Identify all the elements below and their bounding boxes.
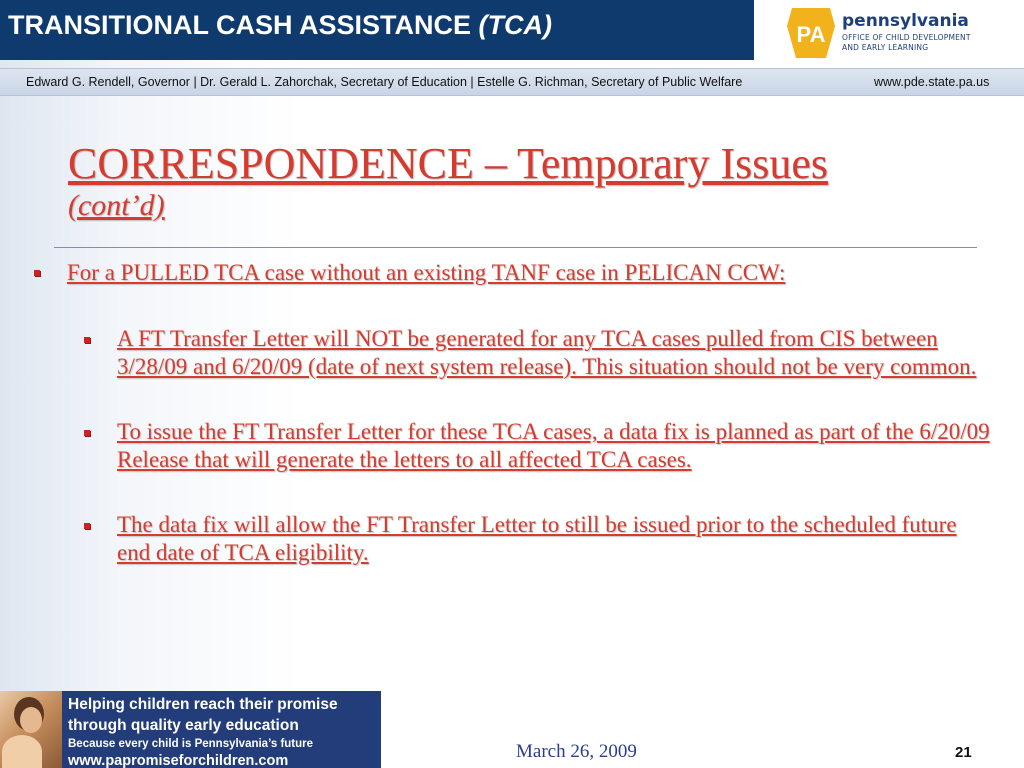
header-title-abbrev: (TCA) bbox=[478, 10, 553, 40]
photo-child bbox=[2, 735, 42, 768]
banner-line2: through quality early education bbox=[68, 717, 299, 734]
pennsylvania-logo bbox=[782, 0, 1000, 66]
bullet-item bbox=[30, 258, 990, 288]
sub-bullet-item bbox=[30, 325, 990, 380]
bullet-text: To issue the FT Transfer Letter for these TCA cases, a data fix is planned as part of the 6/20/09 Release that will generate the letters to all affected TCA cases. bbox=[117, 419, 990, 472]
logo-subtitle-line2: AND EARLY LEARNING bbox=[842, 43, 929, 52]
header-title: TRANSITIONAL CASH ASSISTANCE bbox=[8, 10, 472, 40]
photo-face bbox=[20, 707, 42, 733]
square-bullet-icon bbox=[84, 337, 90, 343]
slide-date: March 26, 2009 bbox=[516, 741, 637, 762]
family-photo bbox=[0, 691, 62, 768]
title-divider bbox=[54, 247, 977, 248]
footer-promise-banner bbox=[0, 691, 381, 768]
page-number: 21 bbox=[955, 744, 972, 761]
pa-keystone-icon bbox=[786, 6, 836, 60]
slide-title-main: CORRESPONDENCE – Temporary Issues bbox=[68, 139, 828, 188]
sub-bullet-item bbox=[30, 418, 990, 473]
logo-name: pennsylvania bbox=[842, 11, 969, 32]
sub-bullet-item bbox=[30, 511, 990, 566]
header-banner bbox=[0, 0, 754, 60]
bullet-text: A FT Transfer Letter will NOT be generated for any TCA cases pulled from CIS between 3/28/09 and 6/20/09 (date of next system release). This situation should not be very common. bbox=[117, 326, 977, 379]
officials-text: Edward G. Rendell, Governor | Dr. Gerald L. Zahorchak, Secretary of Education | Estelle G. Richman, Secretary of Public Welfare bbox=[26, 75, 743, 89]
logo-text bbox=[842, 13, 971, 53]
logo-area bbox=[754, 0, 1024, 68]
officials-bar bbox=[0, 68, 1024, 96]
banner-line1: Helping children reach their promise bbox=[68, 696, 338, 713]
banner-url[interactable]: www.papromiseforchildren.com bbox=[68, 753, 289, 768]
logo-badge-text: PA bbox=[796, 22, 826, 47]
logo-subtitle-line1: OFFICE OF CHILD DEVELOPMENT bbox=[842, 33, 971, 43]
bullet-text: The data fix will allow the FT Transfer Letter to still be issued prior to the scheduled future end date of TCA eligibility. bbox=[117, 512, 957, 565]
slide-title-sub: (cont’d) bbox=[68, 189, 165, 222]
slide-content bbox=[30, 258, 990, 566]
banner-line3: Because every child is Pennsylvania’s future bbox=[68, 738, 314, 750]
bullet-text: For a PULLED TCA case without an existing TANF case in PELICAN CCW: bbox=[67, 260, 786, 285]
square-bullet-icon bbox=[84, 430, 90, 436]
slide-title bbox=[68, 138, 968, 222]
website-link[interactable]: www.pde.state.pa.us bbox=[874, 75, 990, 89]
square-bullet-icon bbox=[84, 523, 90, 529]
footer-banner-text bbox=[68, 694, 338, 768]
square-bullet-icon bbox=[34, 270, 40, 276]
